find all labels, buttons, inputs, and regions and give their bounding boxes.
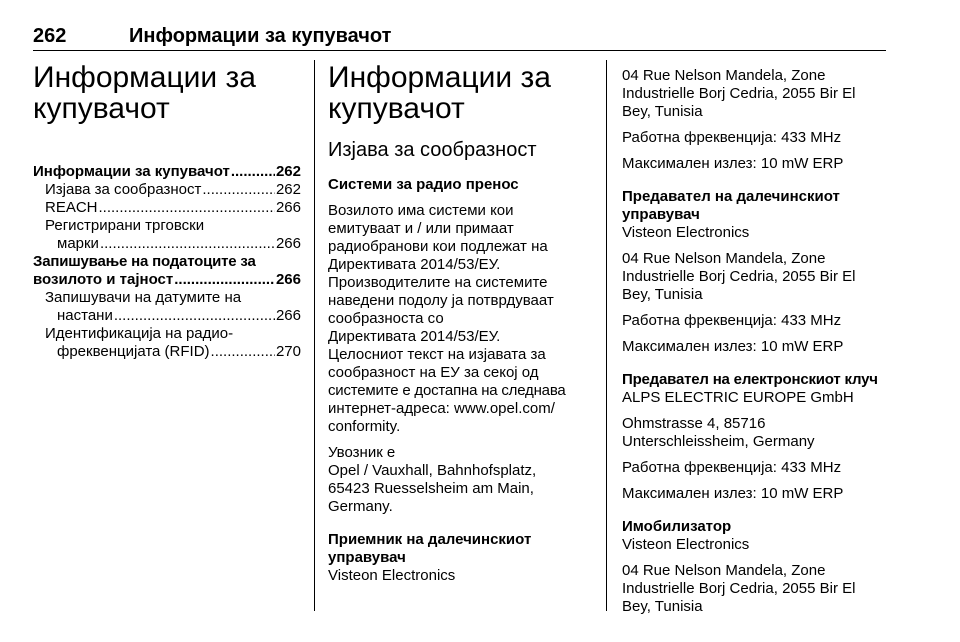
toc-entry-line[interactable]: Регистрирани трговски: [45, 217, 205, 234]
column-declaration: [328, 60, 590, 585]
toc-entry[interactable]: фреквенцијата (RFID) ..... 270: [33, 343, 301, 361]
toc-entry[interactable]: Информации за купувачот ..... 262: [33, 163, 301, 181]
toc-entry[interactable]: настани ..... 266: [33, 307, 301, 325]
header-title: Информации за купувачот: [129, 25, 392, 47]
frequency-line: Работна фреквенција: 433 MHz: [622, 312, 842, 329]
transmitter-heading: Предавател на далечинскиот: [622, 188, 840, 205]
toc-entry[interactable]: Изјава за сообразност ..... 262: [33, 181, 301, 199]
page-header: [33, 22, 886, 51]
address-block: 04 Rue Nelson Mandela, Zone Industrielle Borj Cedria, 2055 Bir El Bey, Tunisia: [622, 250, 856, 303]
paragraph-importer: Увозник е Opel / Vauxhall, Bahnhofsplatz, 65423 Ruesselsheim am Main, Germany.: [328, 444, 537, 515]
column-devices: [622, 60, 890, 616]
toc-entry[interactable]: возилото и тајност ..... 266: [33, 271, 301, 289]
address-block: 04 Rue Nelson Mandela, Zone Industrielle Borj Cedria, 2055 Bir El Bey, Tunisia: [622, 562, 856, 615]
subsection-heading: Изјава за сообразност: [328, 139, 537, 161]
toc-entry[interactable]: REACH ..... 266: [33, 199, 301, 217]
frequency-line: Работна фреквенција: 433 MHz: [622, 459, 842, 476]
chapter-heading: Информации за купувачот: [33, 61, 256, 125]
address-block: 04 Rue Nelson Mandela, Zone Industrielle Borj Cedria, 2055 Bir El Bey, Tunisia: [622, 67, 856, 120]
electronic-key-heading: Предавател на електронскиот клуч: [622, 371, 878, 388]
transmitter-block: Предавател на далечинскиот управувач Visteon Electronics: [622, 188, 890, 242]
power-line: Максимален излез: 10 mW ERP: [622, 485, 844, 502]
power-line: Максимален излез: 10 mW ERP: [622, 338, 844, 355]
page-number: 262: [33, 25, 67, 47]
toc-entry-line[interactable]: Идентификација на радио-: [45, 325, 234, 342]
immobilizer-heading: Имобилизатор: [622, 518, 732, 535]
receiver-block: Приемник на далечинскиот управувач Visteon Electronics: [328, 531, 590, 585]
topic-heading: Системи за радио пренос: [328, 176, 519, 193]
column-divider: [606, 60, 607, 611]
frequency-line: Работна фреквенција: 433 MHz: [622, 129, 842, 146]
table-of-contents: [33, 163, 301, 361]
receiver-heading: Приемник на далечинскиот: [328, 531, 532, 548]
toc-entry-line[interactable]: Запишувачи на датумите на: [45, 289, 242, 306]
toc-entry[interactable]: марки ..... 266: [33, 235, 301, 253]
section-heading: Информации за купувачот: [328, 61, 551, 125]
paragraph-declaration: Возилото има системи кои емитуваат и / или примаат радиобранови кои подлежат на Директивата 2014/53/ЕУ. Производителите на системите наведени подолу ја потврдуваат сообразноста со Директивата 2014/53/ЕУ. Целосниот текст на изјавата за сообразност на ЕУ за секој од системите е достапна на следнава интернет-адреса: www.opel.com/ conformity.: [328, 202, 566, 435]
column-divider: [314, 60, 315, 611]
power-line: Максимален излез: 10 mW ERP: [622, 155, 844, 172]
toc-entry-line[interactable]: Запишување на податоците за: [33, 253, 256, 270]
immobilizer-block: Имобилизатор Visteon Electronics: [622, 518, 890, 554]
address-block: Ohmstrasse 4, 85716 Unterschleissheim, Germany: [622, 415, 815, 450]
column-toc: [33, 60, 301, 361]
electronic-key-block: Предавател на електронскиот клуч ALPS ELECTRIC EUROPE GmbH: [622, 371, 890, 407]
